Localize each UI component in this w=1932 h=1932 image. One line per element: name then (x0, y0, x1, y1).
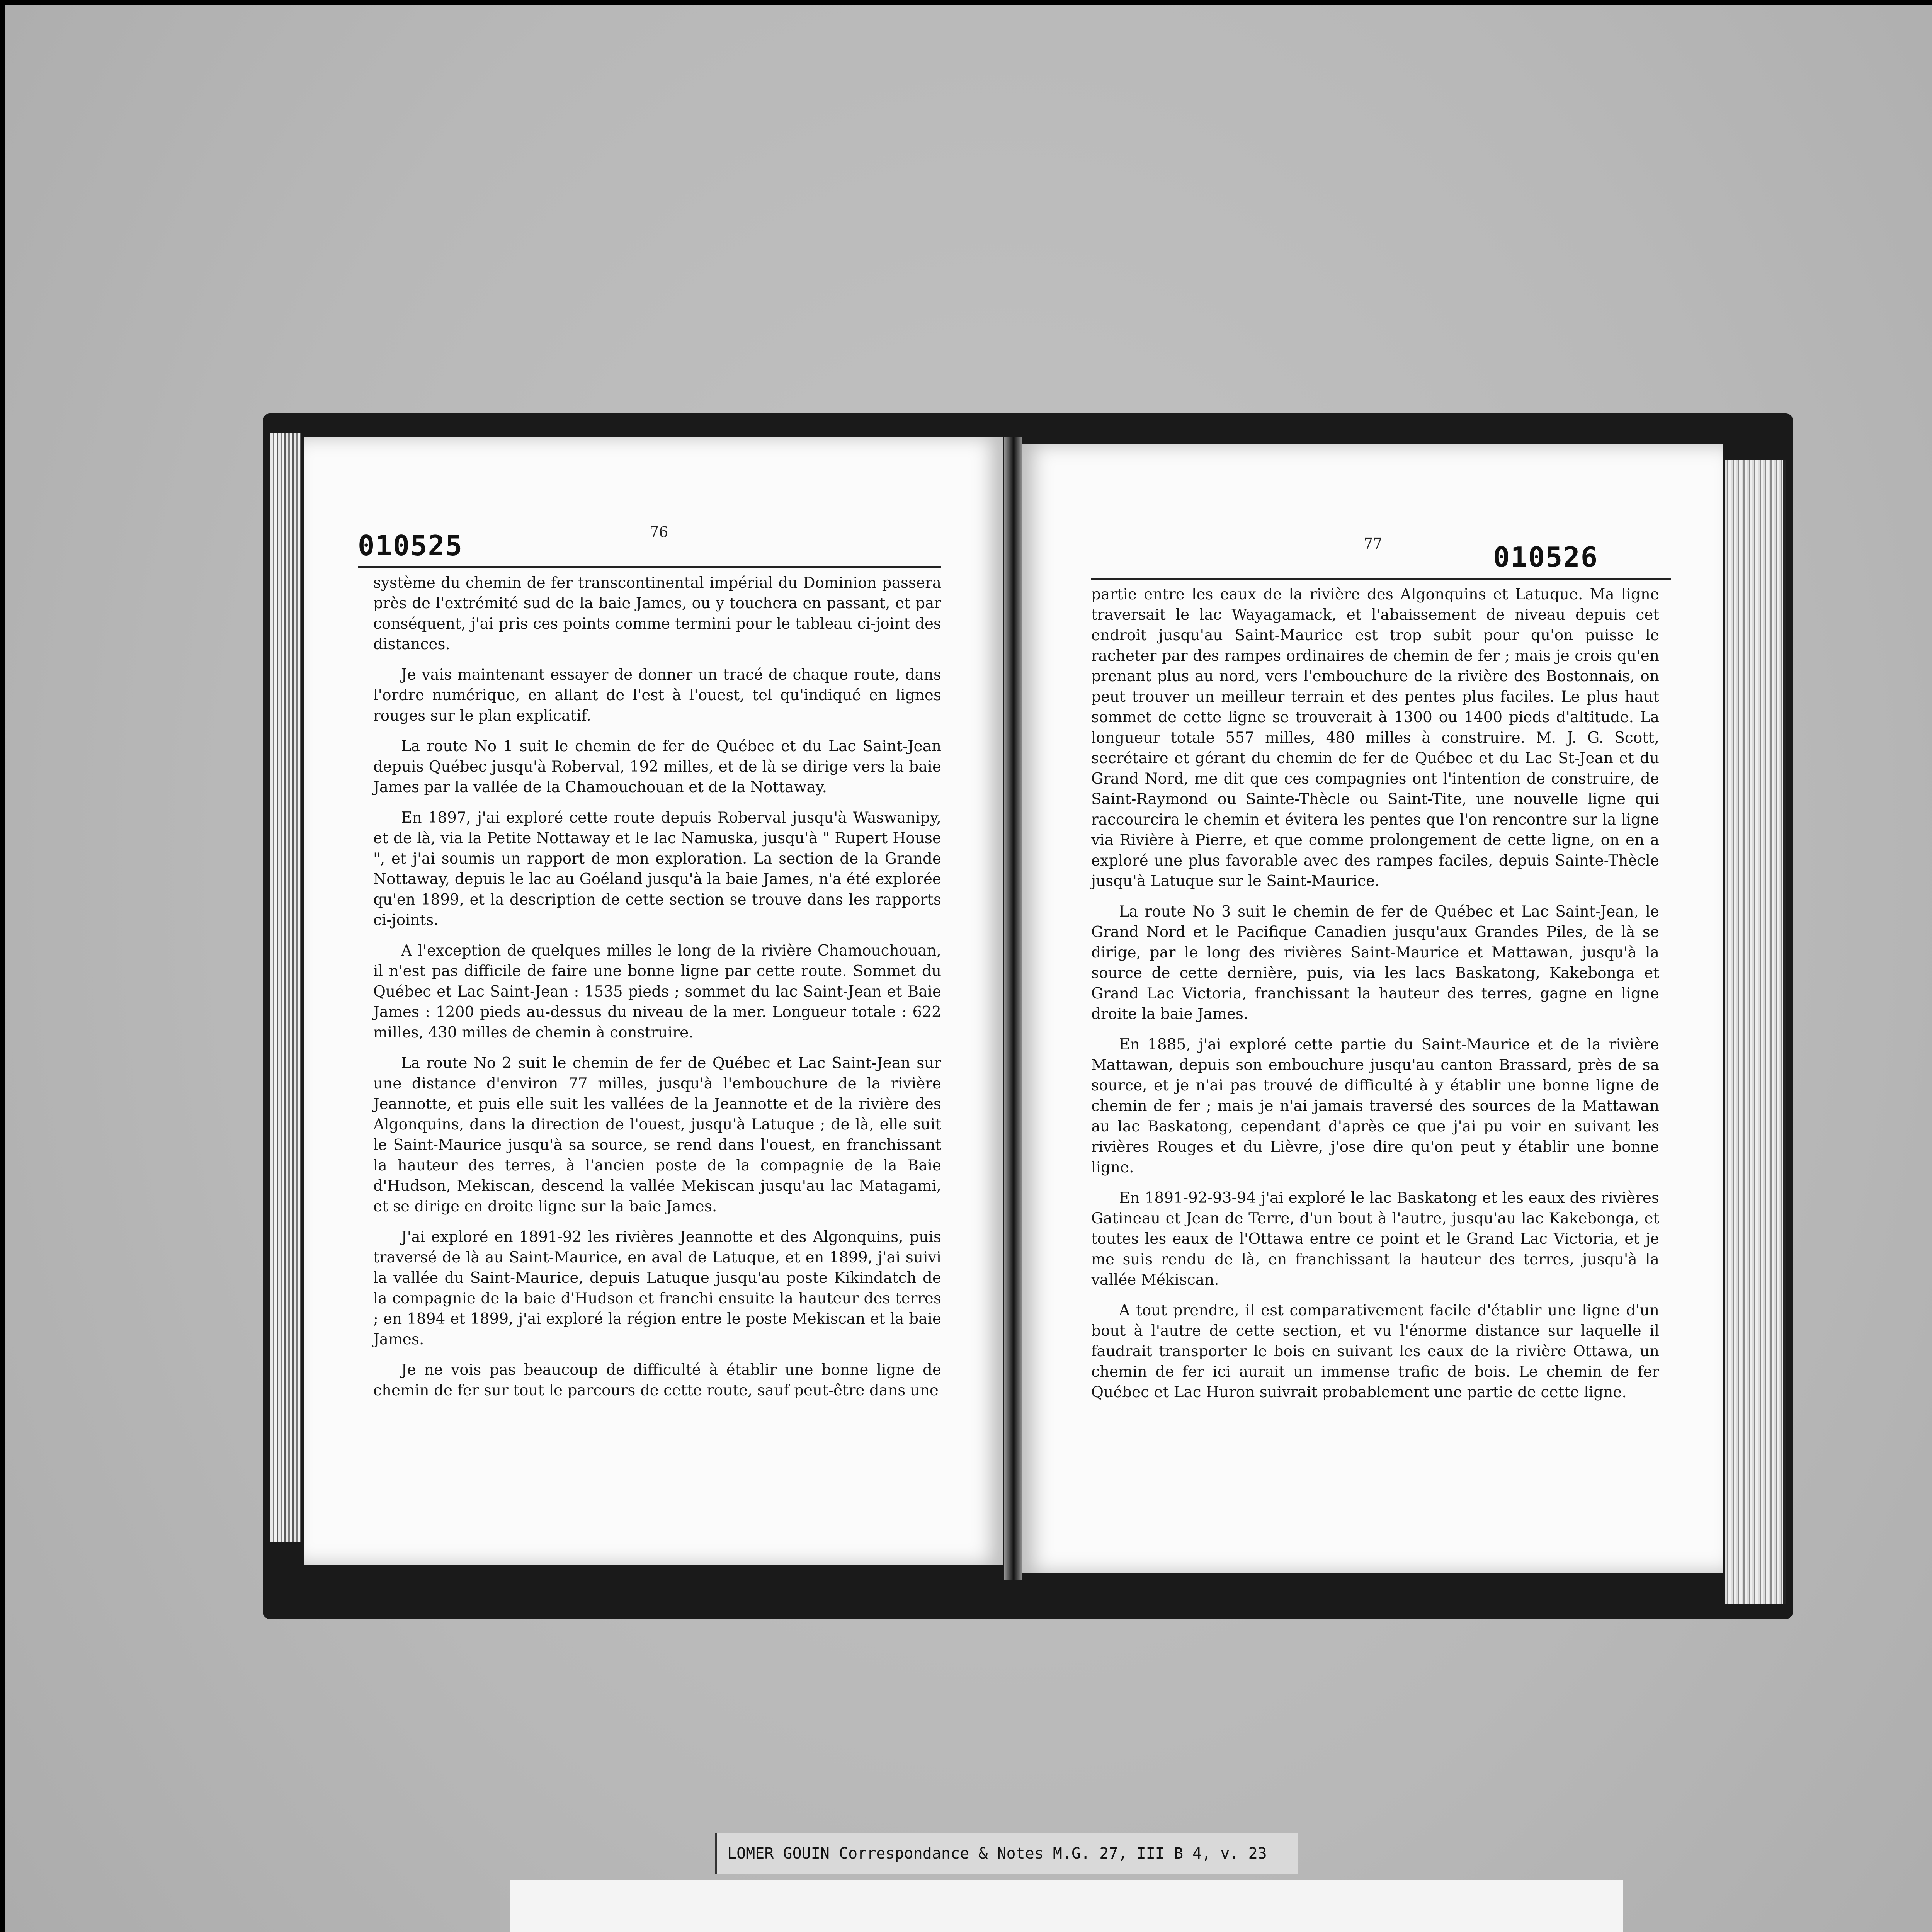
paragraph: En 1891-92-93-94 j'ai exploré le lac Baskatong et les eaux des rivières Gatineau et Jean de Terre, d'un bout à l'autre, jusqu'au lac Kakebonga, et toutes les eaux de l'Ottawa entre ce point et le Grand Lac Victoria, et je me suis rendu de là, en franchissant la hauteur des terres, jusqu'à la vallée Mékiscan. (1091, 1189, 1659, 1289)
paragraph: système du chemin de fer transcontinental impérial du Dominion passera près de l'extrémité sud de la baie James, ou y touchera en passant, et par conséquent, j'ai pris ces points comme termini pour le tableau ci-joint des distances. (373, 574, 941, 653)
book-gutter (1004, 437, 1022, 1580)
paragraph: J'ai exploré en 1891-92 les rivières Jeannotte et des Algonquins, puis traversé de là au Saint-Maurice, en aval de Latuque, et en 1899, j'ai suivi la vallée du Saint-Maurice, depuis Latuque jusqu'au poste Kikindatch de la compagnie de la baie d'Hudson et franchi ensuite la hauteur des terres ; en 1894 et 1899, j'ai exploré la région entre le poste Mekiscan et la baie James. (373, 1228, 941, 1348)
left-header-rule (358, 566, 941, 568)
paragraph: Je ne vois pas beaucoup de difficulté à établir une bonne ligne de chemin de fer sur tout le parcours de cette route, sauf peut-être dans une (373, 1361, 941, 1399)
paragraph: A l'exception de quelques milles le long de la rivière Chamouchouan, il n'est pas difficile de faire une bonne ligne par cette route. Sommet du Québec et Lac Saint-Jean : 1535 pieds ; sommet du lac Saint-Jean et Baie James : 1200 pieds au-dessus du niveau de la mer. Longueur totale : 622 milles, 430 milles de chemin à construire. (373, 942, 941, 1041)
paragraph: La route No 3 suit le chemin de fer de Québec et Lac Saint-Jean, le Grand Nord et le Pacifique Canadien jusqu'aux Grandes Piles, de là se dirige, par le long des rivières Saint-Maurice et Mattawan, jusqu'à la source de cette dernière, puis, via les lacs Baskatong, Kakebonga et Grand Lac Victoria, franchissant la hauteur des terres, gagne en ligne droite la baie James. (1091, 903, 1659, 1023)
right-page-number: 77 (1364, 535, 1383, 552)
right-header-rule (1091, 578, 1671, 580)
reference-strip: LOMER GOUIN Correspondance & Notes M.G. 27, III B 4, v. 23 (715, 1833, 1298, 1874)
paragraph: En 1885, j'ai exploré cette partie du Saint-Maurice et de la rivière Mattawan, depuis son embouchure jusqu'au canton Brassard, près de sa source, et je n'ai pas trouvé de difficulté à y établir une bonne ligne de chemin de fer ; mais je n'ai jamais traversé des sources de la Mattawan au lac Baskatong, cependant d'après ce que j'ai pu voir en suivant les rivières Rouges et du Lièvre, j'ose dire qu'on peut y établir une bonne ligne. (1091, 1036, 1659, 1176)
left-page-number: 76 (650, 524, 668, 541)
paragraph: En 1897, j'ai exploré cette route depuis Roberval jusqu'à Waswanipy, et de là, via la Petite Nottaway et le lac Namuska, jusqu'à " Rupert House ", et j'ai soumis un rapport de mon exploration. La section de la Grande Nottaway, depuis le lac au Goéland jusqu'à la baie James, n'a été explorée qu'en 1899, et la description de cette section se trouve dans les rapports ci-joints. (373, 809, 941, 929)
archive-card (510, 1880, 1623, 1932)
right-page-body (1091, 584, 1659, 1413)
paragraph: partie entre les eaux de la rivière des Algonquins et Latuque. Ma ligne traversait le lac Wayagamack, et l'abaissement de niveau depuis cet endroit jusqu'au Saint-Maurice est trop subit pour qu'on puisse le racheter par des rampes ordinaires de chemin de fer ; mais je crois qu'en prenant plus au nord, vers l'embouchure de la rivière des Bostonnais, on peut trouver un meilleur terrain et des pentes plus faciles. Le plus haut sommet de cette ligne se trouverait à 1300 ou 1400 pieds d'altitude. La longueur totale 557 milles, 480 milles à construire. M. J. G. Scott, secrétaire et gérant du chemin de fer de Québec et du Lac St-Jean et du Grand Nord, me dit que ces compagnies ont l'intention de construire, de Saint-Raymond ou Sainte-Thècle ou Saint-Tite, une nouvelle ligne qui raccourcira le chemin et évitera les pentes que l'on rencontre sur la ligne via Rivière à Pierre, et que comme prolongement de cette ligne, on en a exploré une plus favorable avec des rampes faciles, depuis Sainte-Thècle jusqu'à Latuque sur le Saint-Maurice. (1091, 586, 1659, 890)
left-page-body (373, 573, 941, 1411)
paragraph: A tout prendre, il est comparativement facile d'établir une ligne d'un bout à l'autre de cette section, et vu l'énorme distance sur laquelle il faudrait transporter le bois en suivant les eaux de la rivière Ottawa, un chemin de fer ici aurait un immense trafic de bois. Le chemin de fer Québec et Lac Huron suivrait probablement une partie de cette ligne. (1091, 1302, 1659, 1401)
paragraph: La route No 1 suit le chemin de fer de Québec et du Lac Saint-Jean depuis Québec jusqu'à Roberval, 192 milles, et de là se dirige vers la baie James par la vallée de la Chamouchouan et de la Nottaway. (373, 738, 941, 796)
book-page-edges-right (1725, 460, 1786, 1604)
paragraph: La route No 2 suit le chemin de fer de Québec et Lac Saint-Jean sur une distance d'environ 77 milles, jusqu'à l'embouchure de la rivière Jeannotte, et puis elle suit les vallées de la Jeannotte et de la rivière des Algonquins, dans la direction de l'ouest, jusqu'à Latuque ; de là, elle suit le Saint-Maurice jusqu'à sa source, se rend dans l'ouest, en franchissant la hauteur des terres, à l'ancien poste de la compagnie de la Baie d'Hudson, Mekiscan, descend la vallée Mekiscan jusqu'au lac Matagami, et se dirige en droite ligne sur la baie James. (373, 1054, 941, 1215)
left-page (304, 437, 1003, 1565)
left-page-stamp: 010525 (358, 529, 463, 562)
paragraph: Je vais maintenant essayer de donner un tracé de chaque route, dans l'ordre numérique, en allant de l'est à l'ouest, tel qu'indiqué en lignes rouges sur le plan explicatif. (373, 666, 941, 724)
right-page-stamp: 010526 (1493, 541, 1599, 573)
book-page-edges-left (270, 433, 301, 1542)
right-page (1022, 444, 1723, 1573)
